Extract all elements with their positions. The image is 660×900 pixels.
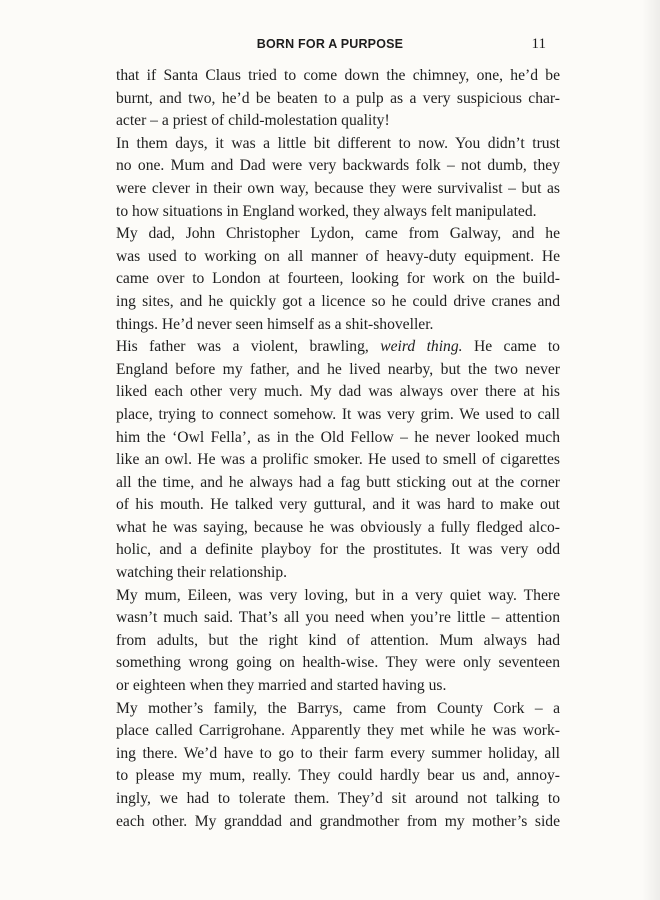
- body-text: [116, 65, 560, 833]
- running-head: BORN FOR A PURPOSE: [256, 37, 404, 51]
- text-line: In them days, it was a little bit different to now. You didn’t trust: [116, 134, 560, 152]
- text-line: wasn’t much said. That’s all you need when you’re little – attention: [116, 609, 560, 627]
- text-line: watching their relationship.: [116, 564, 288, 582]
- text-line: acter – a priest of child-molestation quality!: [116, 112, 390, 130]
- italic-phrase: weird thing.: [380, 338, 463, 356]
- page-number: 11: [531, 36, 546, 52]
- text-line: My mother’s family, the Barrys, came from County Cork – a: [116, 699, 560, 717]
- text-line: My dad, John Christopher Lydon, came from Galway, and he: [116, 225, 560, 243]
- gutter-shadow: [642, 0, 660, 900]
- text-line: all the time, and he always had a fag butt sticking out at the corner: [116, 473, 560, 491]
- text-line: him the ‘Owl Fella’, as in the Old Fellow – he never looked much: [116, 428, 560, 446]
- text-line: burnt, and two, he’d be beaten to a pulp as a very suspicious char-: [116, 89, 560, 107]
- text-line: from adults, but the right kind of attention. Mum always had: [116, 631, 560, 649]
- text-line: were clever in their own way, because they were survivalist – but as: [116, 179, 560, 197]
- text-line: to how situations in England worked, they always felt manipulated.: [116, 202, 537, 220]
- paragraph-start-line: [116, 223, 560, 246]
- text-line: His father was a violent, brawling,: [116, 338, 369, 356]
- text-line: no one. Mum and Dad were very backwards folk – not dumb, they: [116, 157, 560, 175]
- paragraph-start-line: [116, 585, 560, 608]
- page-header: [116, 34, 544, 54]
- text-line: liked each other very much. My dad was always over there at his: [116, 383, 560, 401]
- text-line: that if Santa Claus tried to come down the chimney, one, he’d be: [116, 67, 560, 84]
- paragraph-start-line: [116, 336, 560, 359]
- text-line: My mum, Eileen, was very loving, but in a very quiet way. There: [116, 586, 560, 604]
- text-line: things. He’d never seen himself as a shit-shoveller.: [116, 315, 434, 333]
- text-line: ing there. We’d have to go to their farm every summer holiday, all: [116, 744, 560, 762]
- text-line: what he was saying, because he was obviously a fully fledged alco-: [116, 518, 560, 536]
- text-line: came over to London at fourteen, looking for work on the build-: [116, 270, 560, 288]
- paragraph-start-line: [116, 698, 560, 721]
- text-line: ingly, we had to tolerate them. They’d sit around not talking to: [116, 790, 560, 807]
- text-line: something wrong going on health-wise. They were only seventeen: [116, 654, 560, 672]
- text-line: to please my mum, really. They could hardly bear us and, annoy-: [116, 767, 560, 785]
- text-line: like an owl. He was a prolific smoker. He used to smell of cigarettes: [116, 451, 560, 469]
- text-line: holic, and a definite playboy for the prostitutes. It was very odd: [116, 541, 560, 559]
- text-line: of his mouth. He talked very guttural, and it was hard to make out: [116, 496, 560, 514]
- text-line: or eighteen when they married and started having us.: [116, 677, 447, 695]
- text-line: was used to working on all manner of heavy-duty equipment. He: [116, 247, 560, 265]
- text-line: place called Carrigrohane. Apparently they met while he was work-: [116, 722, 560, 740]
- text-line: each other. My granddad and grandmother from my mother’s side: [116, 812, 560, 830]
- text-line: ing sites, and he quickly got a licence so he could drive cranes and: [116, 292, 560, 310]
- text-line: England before my father, and he lived nearby, but the two never: [116, 360, 560, 378]
- text-line: place, trying to connect somehow. It was very grim. We used to call: [116, 405, 560, 423]
- paragraph-start-line: [116, 133, 560, 156]
- text-line: He came to: [473, 338, 560, 356]
